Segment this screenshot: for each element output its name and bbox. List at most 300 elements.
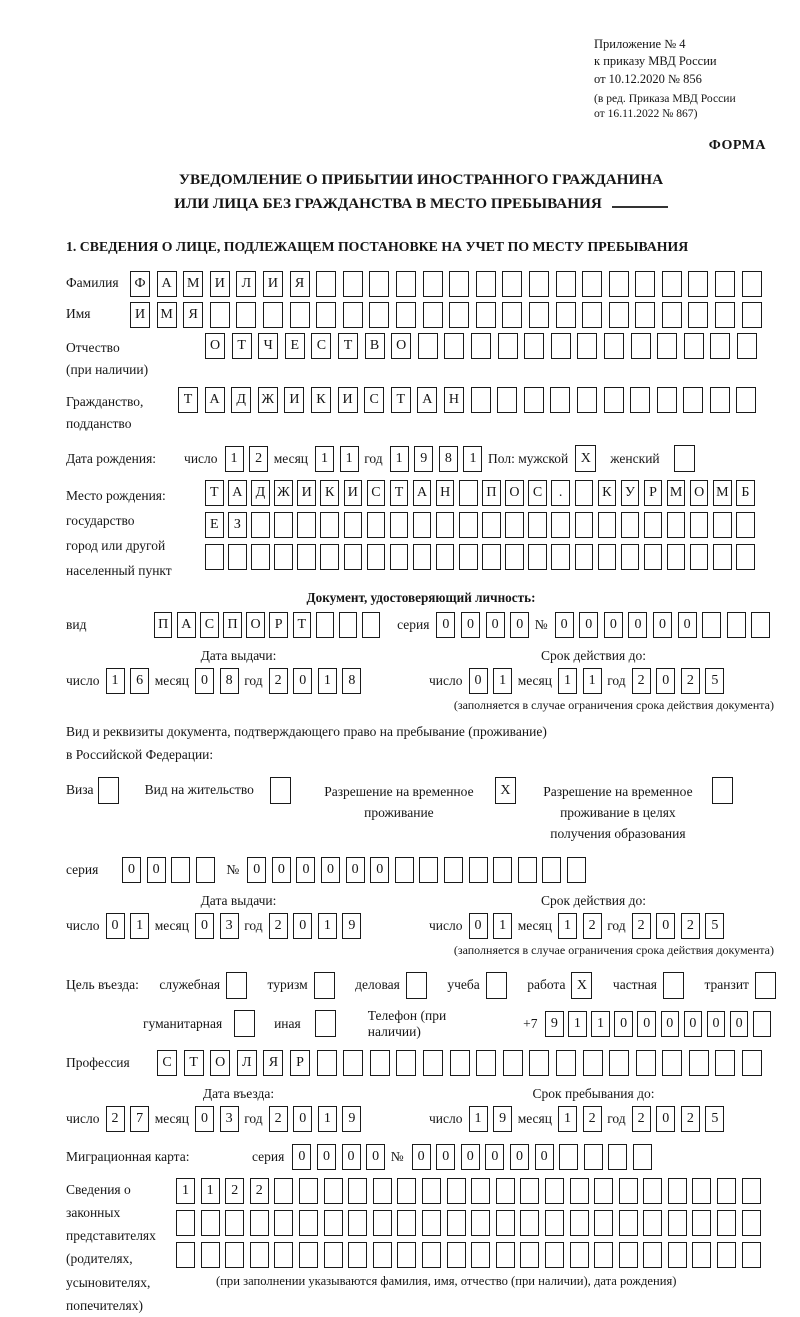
char-cell[interactable] — [710, 333, 730, 359]
char-cell[interactable] — [320, 544, 339, 570]
char-cell[interactable]: Т — [338, 333, 358, 359]
char-cell[interactable]: Ж — [258, 387, 278, 413]
char-cell[interactable]: Д — [251, 480, 270, 506]
char-cell[interactable]: 0 — [707, 1011, 726, 1037]
char-cell[interactable] — [471, 1210, 490, 1236]
char-cell[interactable] — [444, 333, 464, 359]
char-cell[interactable]: 0 — [292, 1144, 311, 1170]
char-cell[interactable]: 1 — [493, 913, 512, 939]
char-cell[interactable] — [290, 302, 310, 328]
char-cell[interactable] — [344, 512, 363, 538]
visa-checkbox[interactable] — [98, 777, 119, 804]
char-cell[interactable]: Я — [290, 271, 310, 297]
char-cell[interactable]: К — [320, 480, 339, 506]
char-cell[interactable] — [503, 1050, 523, 1076]
char-cell[interactable]: 1 — [318, 668, 337, 694]
char-cell[interactable] — [529, 271, 549, 297]
char-cell[interactable] — [713, 544, 732, 570]
char-cell[interactable] — [482, 544, 501, 570]
char-cell[interactable]: Я — [263, 1050, 283, 1076]
char-cell[interactable]: С — [364, 387, 384, 413]
gender-female-checkbox[interactable] — [674, 445, 695, 472]
char-cell[interactable]: 0 — [653, 612, 672, 638]
char-cell[interactable] — [274, 1210, 293, 1236]
char-cell[interactable] — [644, 544, 663, 570]
char-cell[interactable]: 8 — [439, 446, 458, 472]
char-cell[interactable]: 1 — [390, 446, 409, 472]
char-cell[interactable]: Л — [236, 271, 256, 297]
char-cell[interactable] — [584, 1144, 603, 1170]
char-cell[interactable] — [575, 480, 594, 506]
char-cell[interactable] — [609, 1050, 629, 1076]
char-cell[interactable] — [502, 271, 522, 297]
char-cell[interactable] — [450, 1050, 470, 1076]
char-cell[interactable]: О — [246, 612, 265, 638]
char-cell[interactable] — [297, 544, 316, 570]
char-cell[interactable] — [316, 271, 336, 297]
char-cell[interactable]: А — [177, 612, 196, 638]
char-cell[interactable] — [717, 1242, 736, 1268]
char-cell[interactable] — [545, 1242, 564, 1268]
char-cell[interactable]: 1 — [315, 446, 334, 472]
char-cell[interactable]: М — [667, 480, 686, 506]
char-cell[interactable] — [688, 302, 708, 328]
char-cell[interactable] — [343, 1050, 363, 1076]
char-cell[interactable] — [636, 1050, 656, 1076]
char-cell[interactable] — [657, 387, 677, 413]
char-cell[interactable] — [594, 1210, 613, 1236]
char-cell[interactable]: 0 — [656, 668, 675, 694]
char-cell[interactable] — [598, 512, 617, 538]
char-cell[interactable] — [498, 333, 518, 359]
char-cell[interactable] — [367, 512, 386, 538]
char-cell[interactable]: 0 — [730, 1011, 749, 1037]
char-cell[interactable]: Б — [736, 480, 755, 506]
char-cell[interactable] — [369, 271, 389, 297]
char-cell[interactable]: 5 — [705, 668, 724, 694]
char-cell[interactable] — [482, 512, 501, 538]
char-cell[interactable] — [545, 1178, 564, 1204]
char-cell[interactable] — [205, 544, 224, 570]
char-cell[interactable]: 0 — [293, 1106, 312, 1132]
char-cell[interactable] — [518, 857, 537, 883]
char-cell[interactable]: 0 — [293, 668, 312, 694]
char-cell[interactable] — [727, 612, 746, 638]
char-cell[interactable] — [171, 857, 190, 883]
char-cell[interactable] — [631, 333, 651, 359]
char-cell[interactable]: Р — [290, 1050, 310, 1076]
char-cell[interactable]: 0 — [486, 612, 505, 638]
char-cell[interactable]: 1 — [106, 668, 125, 694]
char-cell[interactable] — [583, 1050, 603, 1076]
char-cell[interactable]: С — [200, 612, 219, 638]
char-cell[interactable]: Е — [205, 512, 224, 538]
char-cell[interactable] — [367, 544, 386, 570]
char-cell[interactable] — [324, 1210, 343, 1236]
char-cell[interactable]: 0 — [555, 612, 574, 638]
char-cell[interactable] — [422, 1242, 441, 1268]
purpose-tourism-checkbox[interactable] — [314, 972, 335, 999]
char-cell[interactable]: Е — [285, 333, 305, 359]
char-cell[interactable] — [662, 271, 682, 297]
char-cell[interactable]: 0 — [342, 1144, 361, 1170]
char-cell[interactable] — [396, 271, 416, 297]
char-cell[interactable]: А — [205, 387, 225, 413]
char-cell[interactable] — [567, 857, 586, 883]
char-cell[interactable] — [619, 1210, 638, 1236]
char-cell[interactable] — [274, 1178, 293, 1204]
char-cell[interactable] — [753, 1011, 772, 1037]
char-cell[interactable] — [496, 1210, 515, 1236]
char-cell[interactable] — [397, 1178, 416, 1204]
char-cell[interactable] — [643, 1242, 662, 1268]
char-cell[interactable] — [476, 302, 496, 328]
char-cell[interactable]: 5 — [705, 913, 724, 939]
char-cell[interactable]: О — [690, 480, 709, 506]
gender-male-checkbox[interactable]: X — [575, 445, 596, 472]
char-cell[interactable] — [520, 1210, 539, 1236]
char-cell[interactable] — [545, 1210, 564, 1236]
char-cell[interactable] — [422, 1210, 441, 1236]
char-cell[interactable] — [397, 1210, 416, 1236]
char-cell[interactable]: М — [183, 271, 203, 297]
char-cell[interactable] — [550, 387, 570, 413]
char-cell[interactable]: 1 — [591, 1011, 610, 1037]
char-cell[interactable] — [688, 271, 708, 297]
char-cell[interactable] — [570, 1210, 589, 1236]
char-cell[interactable]: Р — [644, 480, 663, 506]
char-cell[interactable] — [644, 512, 663, 538]
char-cell[interactable] — [497, 387, 517, 413]
char-cell[interactable] — [476, 1050, 496, 1076]
char-cell[interactable] — [577, 333, 597, 359]
char-cell[interactable] — [684, 333, 704, 359]
char-cell[interactable]: 0 — [461, 1144, 480, 1170]
char-cell[interactable] — [299, 1178, 318, 1204]
char-cell[interactable] — [736, 387, 756, 413]
char-cell[interactable] — [668, 1242, 687, 1268]
char-cell[interactable]: 1 — [318, 913, 337, 939]
char-cell[interactable]: 7 — [130, 1106, 149, 1132]
purpose-study-checkbox[interactable] — [486, 972, 507, 999]
char-cell[interactable] — [225, 1210, 244, 1236]
char-cell[interactable] — [609, 271, 629, 297]
char-cell[interactable]: А — [157, 271, 177, 297]
char-cell[interactable] — [559, 1144, 578, 1170]
char-cell[interactable] — [471, 333, 491, 359]
char-cell[interactable] — [702, 612, 721, 638]
char-cell[interactable]: 0 — [469, 668, 488, 694]
char-cell[interactable] — [683, 387, 703, 413]
char-cell[interactable]: 9 — [414, 446, 433, 472]
char-cell[interactable]: 3 — [220, 913, 239, 939]
char-cell[interactable]: С — [528, 480, 547, 506]
char-cell[interactable] — [250, 1242, 269, 1268]
char-cell[interactable] — [582, 271, 602, 297]
char-cell[interactable] — [423, 1050, 443, 1076]
char-cell[interactable] — [324, 1242, 343, 1268]
char-cell[interactable] — [236, 302, 256, 328]
char-cell[interactable] — [423, 302, 443, 328]
purpose-private-checkbox[interactable] — [663, 972, 684, 999]
char-cell[interactable]: 1 — [340, 446, 359, 472]
char-cell[interactable] — [502, 302, 522, 328]
char-cell[interactable] — [717, 1178, 736, 1204]
char-cell[interactable] — [373, 1242, 392, 1268]
char-cell[interactable]: 0 — [106, 913, 125, 939]
char-cell[interactable]: 0 — [436, 1144, 455, 1170]
char-cell[interactable] — [396, 1050, 416, 1076]
char-cell[interactable] — [524, 333, 544, 359]
char-cell[interactable] — [316, 302, 336, 328]
char-cell[interactable]: 0 — [321, 857, 340, 883]
char-cell[interactable] — [316, 612, 335, 638]
char-cell[interactable]: У — [621, 480, 640, 506]
char-cell[interactable]: 1 — [493, 668, 512, 694]
char-cell[interactable] — [689, 1050, 709, 1076]
char-cell[interactable] — [210, 302, 230, 328]
char-cell[interactable]: Т — [184, 1050, 204, 1076]
char-cell[interactable] — [299, 1242, 318, 1268]
char-cell[interactable]: С — [311, 333, 331, 359]
char-cell[interactable] — [662, 1050, 682, 1076]
char-cell[interactable] — [520, 1178, 539, 1204]
purpose-business-checkbox[interactable] — [406, 972, 427, 999]
char-cell[interactable] — [577, 387, 597, 413]
char-cell[interactable] — [459, 480, 478, 506]
char-cell[interactable]: 2 — [632, 668, 651, 694]
char-cell[interactable] — [621, 512, 640, 538]
char-cell[interactable] — [274, 512, 293, 538]
char-cell[interactable]: И — [263, 271, 283, 297]
char-cell[interactable]: 1 — [558, 913, 577, 939]
char-cell[interactable]: 0 — [614, 1011, 633, 1037]
char-cell[interactable]: О — [205, 333, 225, 359]
char-cell[interactable]: И — [284, 387, 304, 413]
char-cell[interactable]: 0 — [366, 1144, 385, 1170]
char-cell[interactable]: Т — [205, 480, 224, 506]
char-cell[interactable] — [742, 1050, 762, 1076]
char-cell[interactable] — [449, 271, 469, 297]
char-cell[interactable]: 1 — [568, 1011, 587, 1037]
char-cell[interactable]: 0 — [436, 612, 455, 638]
char-cell[interactable] — [396, 302, 416, 328]
char-cell[interactable]: 0 — [247, 857, 266, 883]
char-cell[interactable] — [447, 1210, 466, 1236]
char-cell[interactable] — [397, 1242, 416, 1268]
char-cell[interactable] — [413, 544, 432, 570]
char-cell[interactable] — [444, 857, 463, 883]
purpose-transit-checkbox[interactable] — [755, 972, 776, 999]
char-cell[interactable]: В — [365, 333, 385, 359]
char-cell[interactable]: Ф — [130, 271, 150, 297]
purpose-humanitarian-checkbox[interactable] — [234, 1010, 255, 1037]
char-cell[interactable]: . — [551, 480, 570, 506]
char-cell[interactable] — [594, 1178, 613, 1204]
char-cell[interactable]: 0 — [656, 1106, 675, 1132]
char-cell[interactable]: Л — [237, 1050, 257, 1076]
char-cell[interactable]: 0 — [678, 612, 697, 638]
char-cell[interactable]: 9 — [342, 1106, 361, 1132]
char-cell[interactable] — [529, 1050, 549, 1076]
char-cell[interactable] — [263, 302, 283, 328]
char-cell[interactable] — [715, 302, 735, 328]
char-cell[interactable]: И — [344, 480, 363, 506]
char-cell[interactable]: 0 — [461, 612, 480, 638]
char-cell[interactable]: 2 — [632, 913, 651, 939]
char-cell[interactable]: Я — [183, 302, 203, 328]
char-cell[interactable] — [449, 302, 469, 328]
char-cell[interactable]: 1 — [225, 446, 244, 472]
char-cell[interactable]: 0 — [272, 857, 291, 883]
char-cell[interactable]: К — [311, 387, 331, 413]
char-cell[interactable] — [344, 544, 363, 570]
char-cell[interactable]: 9 — [342, 913, 361, 939]
char-cell[interactable]: 9 — [493, 1106, 512, 1132]
char-cell[interactable]: 0 — [195, 1106, 214, 1132]
char-cell[interactable] — [715, 271, 735, 297]
char-cell[interactable] — [390, 512, 409, 538]
char-cell[interactable] — [471, 387, 491, 413]
char-cell[interactable] — [575, 544, 594, 570]
char-cell[interactable] — [556, 302, 576, 328]
char-cell[interactable]: 5 — [705, 1106, 724, 1132]
char-cell[interactable] — [505, 512, 524, 538]
char-cell[interactable] — [717, 1210, 736, 1236]
char-cell[interactable] — [737, 333, 757, 359]
char-cell[interactable]: П — [154, 612, 173, 638]
char-cell[interactable] — [274, 1242, 293, 1268]
purpose-other-checkbox[interactable] — [315, 1010, 336, 1037]
char-cell[interactable]: Р — [269, 612, 288, 638]
char-cell[interactable] — [250, 1210, 269, 1236]
char-cell[interactable] — [496, 1178, 515, 1204]
char-cell[interactable] — [662, 302, 682, 328]
char-cell[interactable]: Д — [231, 387, 251, 413]
char-cell[interactable]: 0 — [579, 612, 598, 638]
char-cell[interactable]: Т — [293, 612, 312, 638]
char-cell[interactable] — [542, 857, 561, 883]
char-cell[interactable]: 1 — [130, 913, 149, 939]
char-cell[interactable] — [299, 1210, 318, 1236]
char-cell[interactable]: 0 — [147, 857, 166, 883]
char-cell[interactable]: 0 — [628, 612, 647, 638]
char-cell[interactable]: И — [210, 271, 230, 297]
char-cell[interactable]: 2 — [249, 446, 268, 472]
char-cell[interactable]: К — [598, 480, 617, 506]
char-cell[interactable] — [225, 1242, 244, 1268]
char-cell[interactable]: 1 — [201, 1178, 220, 1204]
char-cell[interactable]: 0 — [510, 612, 529, 638]
char-cell[interactable]: 0 — [604, 612, 623, 638]
char-cell[interactable] — [471, 1242, 490, 1268]
char-cell[interactable] — [496, 1242, 515, 1268]
char-cell[interactable]: П — [223, 612, 242, 638]
char-cell[interactable]: 2 — [583, 1106, 602, 1132]
char-cell[interactable] — [742, 302, 762, 328]
temporary-residence-checkbox[interactable]: X — [495, 777, 516, 804]
char-cell[interactable] — [524, 387, 544, 413]
char-cell[interactable] — [690, 544, 709, 570]
char-cell[interactable]: 2 — [106, 1106, 125, 1132]
char-cell[interactable] — [373, 1210, 392, 1236]
char-cell[interactable] — [619, 1242, 638, 1268]
char-cell[interactable] — [176, 1210, 195, 1236]
char-cell[interactable] — [715, 1050, 735, 1076]
char-cell[interactable] — [423, 271, 443, 297]
char-cell[interactable]: 2 — [583, 913, 602, 939]
char-cell[interactable]: 0 — [122, 857, 141, 883]
char-cell[interactable] — [633, 1144, 652, 1170]
char-cell[interactable]: 8 — [220, 668, 239, 694]
char-cell[interactable] — [362, 612, 381, 638]
char-cell[interactable] — [692, 1178, 711, 1204]
char-cell[interactable]: О — [505, 480, 524, 506]
char-cell[interactable] — [348, 1178, 367, 1204]
char-cell[interactable]: 2 — [681, 1106, 700, 1132]
char-cell[interactable] — [390, 544, 409, 570]
char-cell[interactable] — [436, 544, 455, 570]
char-cell[interactable]: 9 — [545, 1011, 564, 1037]
char-cell[interactable] — [619, 1178, 638, 1204]
char-cell[interactable]: 2 — [269, 668, 288, 694]
char-cell[interactable]: Н — [436, 480, 455, 506]
char-cell[interactable] — [570, 1242, 589, 1268]
char-cell[interactable] — [370, 1050, 390, 1076]
char-cell[interactable] — [643, 1210, 662, 1236]
char-cell[interactable]: 0 — [317, 1144, 336, 1170]
char-cell[interactable]: 8 — [342, 668, 361, 694]
char-cell[interactable]: 2 — [269, 1106, 288, 1132]
char-cell[interactable] — [556, 271, 576, 297]
char-cell[interactable]: 0 — [637, 1011, 656, 1037]
purpose-official-checkbox[interactable] — [226, 972, 247, 999]
char-cell[interactable]: 1 — [469, 1106, 488, 1132]
char-cell[interactable] — [369, 302, 389, 328]
char-cell[interactable]: 0 — [684, 1011, 703, 1037]
char-cell[interactable]: М — [157, 302, 177, 328]
char-cell[interactable] — [582, 302, 602, 328]
char-cell[interactable] — [668, 1178, 687, 1204]
char-cell[interactable]: 1 — [583, 668, 602, 694]
char-cell[interactable] — [635, 271, 655, 297]
char-cell[interactable] — [598, 544, 617, 570]
char-cell[interactable]: 0 — [195, 913, 214, 939]
char-cell[interactable]: 1 — [558, 668, 577, 694]
char-cell[interactable] — [348, 1242, 367, 1268]
char-cell[interactable]: И — [338, 387, 358, 413]
char-cell[interactable] — [471, 1178, 490, 1204]
char-cell[interactable] — [528, 512, 547, 538]
char-cell[interactable] — [630, 387, 650, 413]
char-cell[interactable] — [251, 544, 270, 570]
char-cell[interactable]: 2 — [225, 1178, 244, 1204]
char-cell[interactable] — [419, 857, 438, 883]
char-cell[interactable]: 0 — [195, 668, 214, 694]
char-cell[interactable]: А — [413, 480, 432, 506]
char-cell[interactable]: Ч — [258, 333, 278, 359]
char-cell[interactable]: 0 — [656, 913, 675, 939]
char-cell[interactable] — [657, 333, 677, 359]
char-cell[interactable]: Т — [390, 480, 409, 506]
char-cell[interactable]: 2 — [681, 668, 700, 694]
char-cell[interactable] — [594, 1242, 613, 1268]
char-cell[interactable] — [736, 512, 755, 538]
char-cell[interactable]: 1 — [558, 1106, 577, 1132]
char-cell[interactable] — [635, 302, 655, 328]
char-cell[interactable] — [713, 512, 732, 538]
char-cell[interactable] — [551, 544, 570, 570]
